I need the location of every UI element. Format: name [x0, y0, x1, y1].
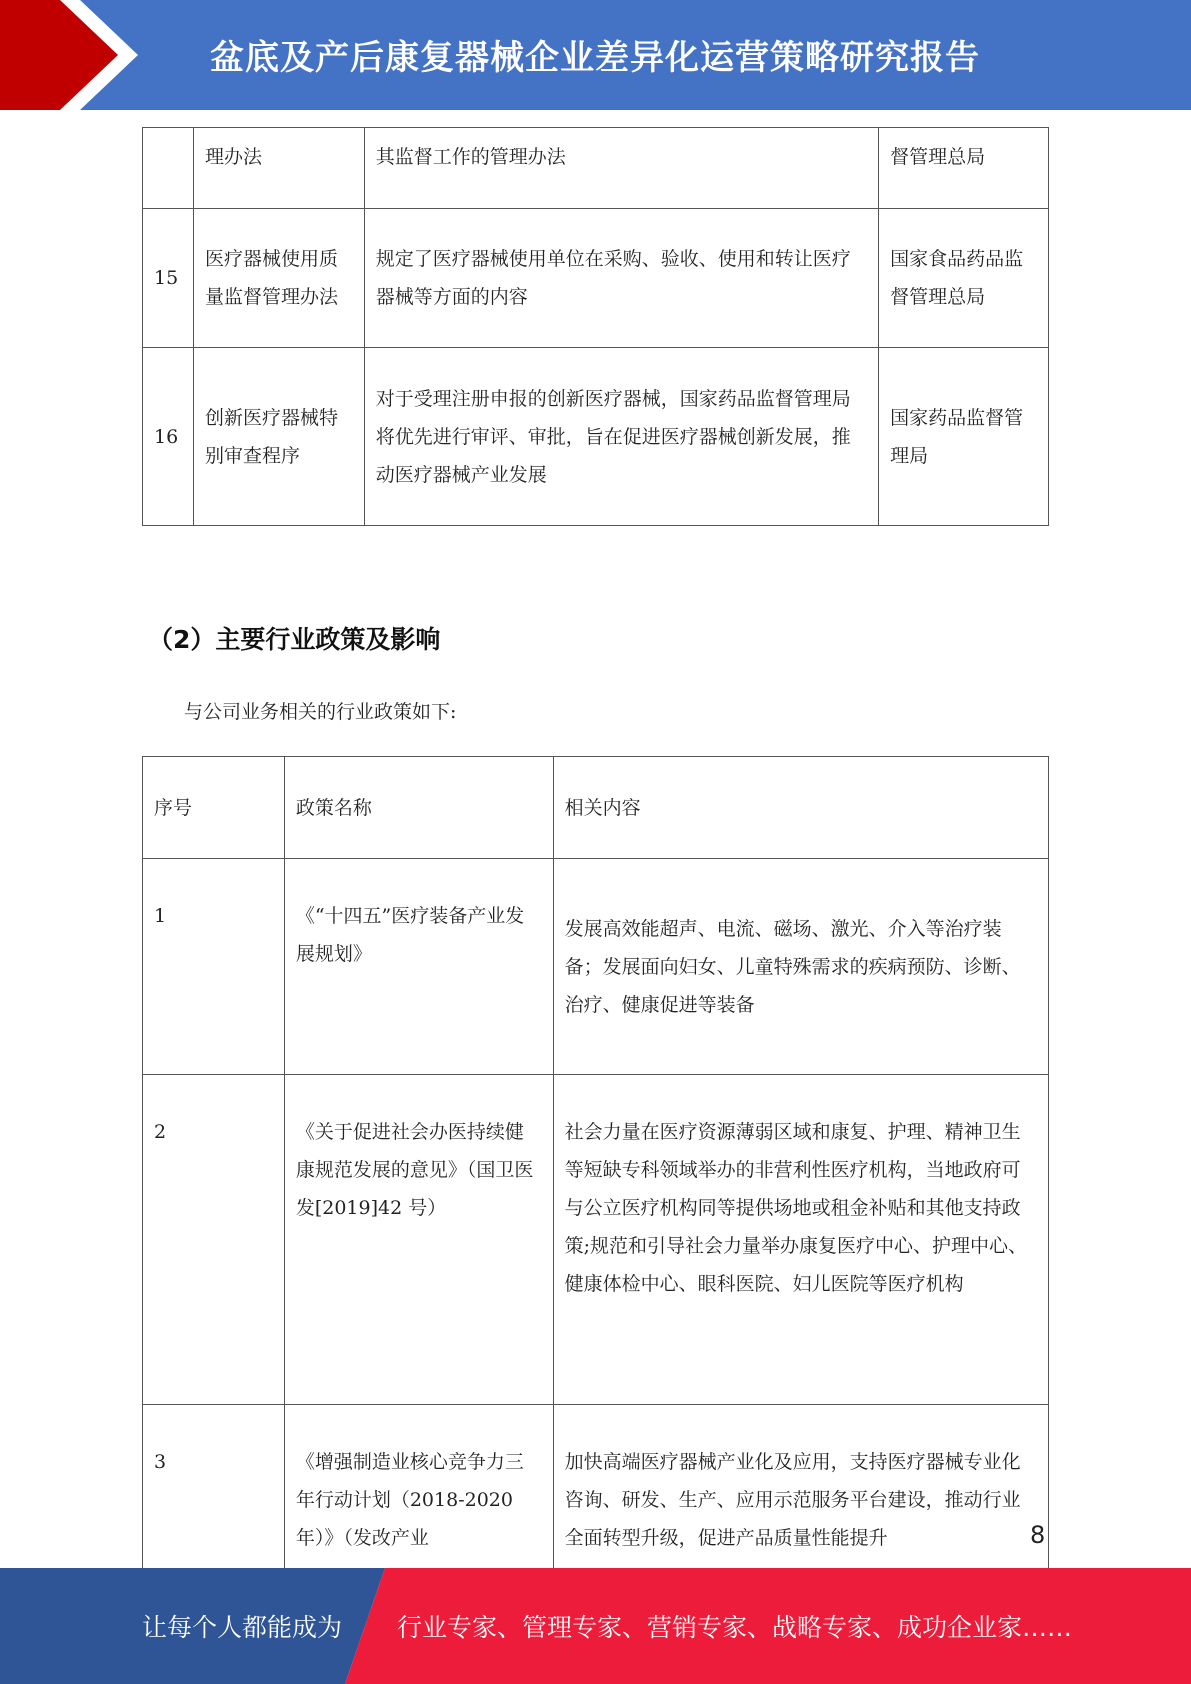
policy-name: 《关于促进社会办医持续健康规范发展的意见》（国卫医发[2019]42 号）: [284, 1075, 553, 1405]
footer-slogan-right: 行业专家、管理专家、营销专家、战略专家、成功企业家……: [397, 1613, 1073, 1642]
header-content: 相关内容: [553, 757, 1048, 859]
row-number: 16: [143, 348, 194, 526]
regulation-content: 其监督工作的管理办法: [364, 128, 878, 209]
regulations-table: [142, 127, 1049, 526]
table-row: [143, 128, 1049, 209]
footer-banner: [0, 1568, 1191, 1684]
policy-name: 《增强制造业核心竞争力三年行动计划（2018-2020年）》（发改产业: [284, 1405, 553, 1620]
table-row: [143, 859, 1049, 1075]
footer-slogan-left: 让每个人都能成为: [142, 1613, 343, 1642]
row-number: 15: [143, 209, 194, 348]
section-title: （2）主要行业政策及影响: [148, 625, 441, 654]
regulation-content: 对于受理注册申报的创新医疗器械，国家药品监督管理局将优先进行审评、审批，旨在促进医疗器械创新发展，推动医疗器械产业发展: [364, 348, 878, 526]
regulation-name: 理办法: [193, 128, 364, 209]
policies-table: [142, 756, 1049, 1620]
red-chevron-icon: [0, 0, 150, 110]
row-number: 3: [143, 1405, 285, 1620]
row-number: 1: [143, 859, 285, 1075]
table-row: [143, 209, 1049, 348]
policy-content: 加快高端医疗器械产业化及应用，支持医疗器械专业化咨询、研发、生产、应用示范服务平台建设，推动行业全面转型升级，促进产品质量性能提升: [553, 1405, 1048, 1620]
policy-content: 发展高效能超声、电流、磁场、激光、介入等治疗装备；发展面向妇女、儿童特殊需求的疾病预防、诊断、治疗、健康促进等装备: [553, 859, 1048, 1075]
table-row: [143, 1075, 1049, 1405]
table-header-row: [143, 757, 1049, 859]
policy-content: 社会力量在医疗资源薄弱区域和康复、护理、精神卫生等短缺专科领域举办的非营利性医疗机构，当地政府可与公立医疗机构同等提供场地或租金补贴和其他支持政策;规范和引导社会力量举办康复医疗中心、护理中心、健康体检中心、眼科医院、妇儿医院等医疗机构: [553, 1075, 1048, 1405]
regulation-name: 创新医疗器械特别审查程序: [193, 348, 364, 526]
header-number: 序号: [143, 757, 285, 859]
row-number: [143, 128, 194, 209]
header-policy-name: 政策名称: [284, 757, 553, 859]
report-title: 盆底及产后康复器械企业差异化运营策略研究报告: [210, 38, 980, 78]
regulation-name: 医疗器械使用质量监督管理办法: [193, 209, 364, 348]
row-number: 2: [143, 1075, 285, 1405]
policy-name: 《“十四五”医疗装备产业发展规划》: [284, 859, 553, 1075]
regulation-content: 规定了医疗器械使用单位在采购、验收、使用和转让医疗器械等方面的内容: [364, 209, 878, 348]
page-number: 8: [1030, 1521, 1046, 1549]
header-banner: [0, 0, 1191, 110]
table-row: [143, 348, 1049, 526]
regulation-authority: 国家食品药品监督管理总局: [879, 209, 1049, 348]
regulation-authority: 国家药品监督管理局: [879, 348, 1049, 526]
regulation-authority: 督管理总局: [879, 128, 1049, 209]
section-intro: 与公司业务相关的行业政策如下:: [184, 701, 457, 723]
